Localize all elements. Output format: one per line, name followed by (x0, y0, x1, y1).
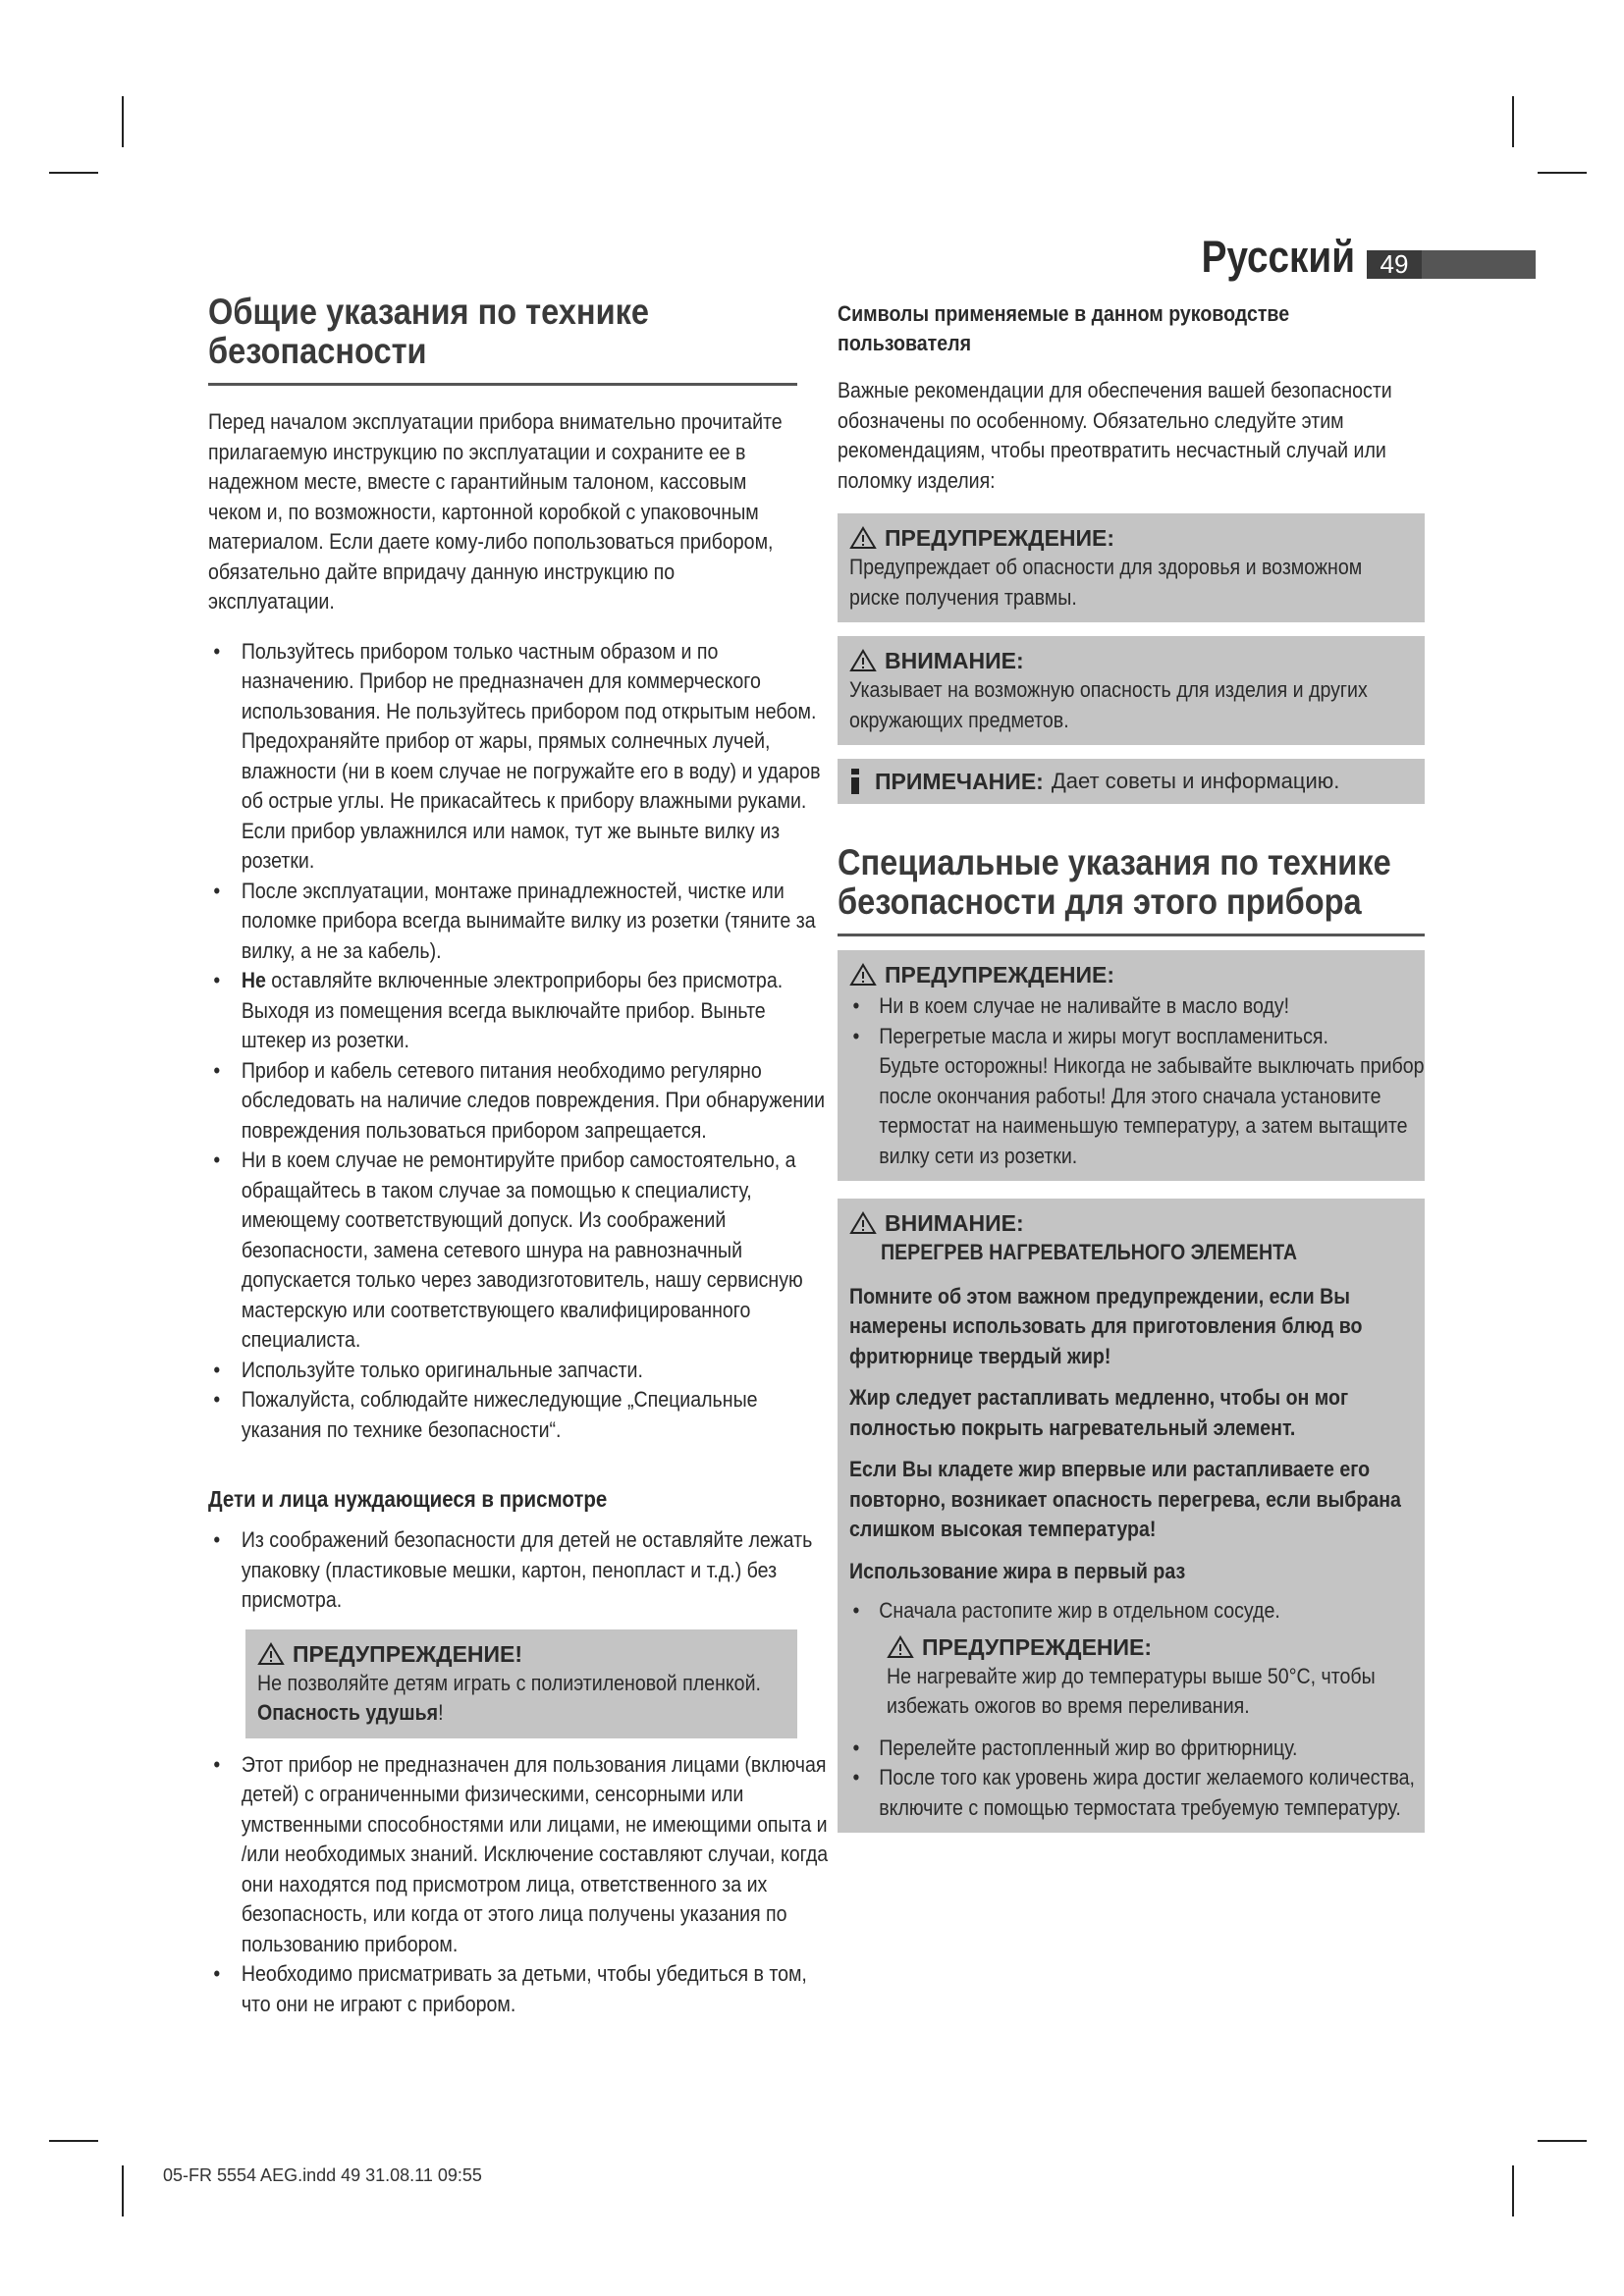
box-label: ПРЕДУПРЕЖДЕНИЕ: (922, 1633, 1153, 1660)
list-item: • Ни в коем случае не ремонтируйте прибор самостоятельно, а обращайтесь в таком случае за помощью к специалисту, имеющему соответствующий допуск. Из соображений безопасности, замена сетевого шнура на равнозначный допускается только через заводизготовитель, нашу сервисную мастерскую или соответствующего квалифицированного специалиста. (208, 1146, 831, 1356)
list-item: • Необходимо присматривать за детьми, чтобы убедиться в том, что они не играют с прибором. (208, 1959, 831, 2019)
crop-mark (1512, 2165, 1514, 2216)
crop-mark (122, 2165, 124, 2216)
children-heading: Дети и лица нуждающиеся в присмотре (208, 1486, 608, 1512)
warning-triangle-icon (849, 649, 877, 672)
list-item: • Перелейте растопленный жир во фритюрницу. (849, 1734, 1442, 1764)
box-title (849, 646, 1413, 675)
note-text: Дает советы и информацию. (1051, 769, 1340, 793)
box-list (849, 1734, 1413, 1824)
symbols-heading: Символы применяемые в данном руководстве пользователя (838, 301, 1290, 355)
box-paragraph: Помните об этом важном предупреждении, если Вы намерены использовать для приготовления блюд во фритюрнице твердый жир! (849, 1283, 1363, 1368)
list-item: • После того как уровень жира достиг желаемого количества, включите с помощью термостата требуемую температуру. (849, 1763, 1442, 1823)
box-heading: Использование жира в первый раз (849, 1558, 1186, 1583)
note-label: ПРИМЕЧАНИЕ: (875, 769, 1044, 794)
safety-title: Общие указания по технике безопасности (208, 292, 650, 371)
crop-mark (1538, 2140, 1587, 2142)
warning-box (245, 1629, 797, 1738)
box-title (887, 1632, 1413, 1662)
box-title (849, 1208, 1413, 1238)
info-icon (849, 769, 861, 794)
overheat-box (838, 1199, 1425, 1833)
box-text: Предупреждает об опасности для здоровья и возможном риске получения травмы. (849, 555, 1363, 610)
page-number: 49 (1367, 250, 1422, 279)
crop-mark (49, 2140, 98, 2142)
symbols-intro: Важные рекомендации для обеспечения вашей безопасности обозначены по особенному. Обязательно следуйте этим рекомендациям, чтобы преотвратить несчастный случай или поломку изделия: (838, 378, 1392, 493)
right-column (838, 299, 1425, 1833)
warning-title (257, 1639, 785, 1669)
list-item: • Перегретые масла и жиры могут воспламениться. Будьте осторожны! Никогда не забывайте выключать прибор после окончания работы! Для этого сначала установите термостат на наименьшую температуру, а затем вытащите вилку сети из розетки. (849, 1022, 1442, 1172)
safety-list (208, 637, 826, 1446)
crop-mark (1512, 96, 1514, 147)
intro-paragraph: Перед началом эксплуатации прибора внимательно прочитайте прилагаемую инструкцию по эксплуатации и сохраните ее в надежном месте, вместе с гарантийным талоном, кассовым чеком и, по возможности, картонной коробкой с упаковочным материалом. Если даете кому-либо попользоваться прибором, обязательно дайте впридачу данную инструкцию по эксплуатации. (208, 409, 783, 614)
special-title: Специальные указания по технике безопасности для этого прибора (838, 842, 1391, 922)
title-rule (208, 383, 797, 386)
box-title (849, 523, 1413, 553)
crop-mark (122, 96, 124, 147)
bold-text: Не (241, 968, 266, 992)
warning-triangle-icon (849, 1211, 877, 1235)
list-item: • Прибор и кабель сетевого питания необходимо регулярно обследовать на наличие следов повреждения. При обнаружении повреждения пользоваться прибором запрещается. (208, 1056, 831, 1147)
warning-triangle-icon (849, 963, 877, 987)
crop-mark (1538, 172, 1587, 174)
list-item: • Используйте только оригинальные запчасти. (208, 1356, 831, 1386)
inner-warning (849, 1632, 1413, 1722)
box-label: ВНИМАНИЕ: (885, 648, 1024, 673)
box-list (849, 1596, 1413, 1627)
crop-mark (49, 172, 98, 174)
box-list (849, 991, 1425, 1171)
warning-label: ПРЕДУПРЕЖДЕНИЕ! (293, 1640, 523, 1667)
warning-triangle-icon (257, 1642, 285, 1666)
title-rule (838, 934, 1425, 936)
warning-box (838, 513, 1425, 622)
item-text: оставляйте включенные электроприборы без присмотра. Выходя из помещения всегда выключайте прибор. Выньте штекер из розетки. (241, 968, 784, 1052)
list-item: • Пользуйтесь прибором только частным образом и по назначению. Прибор не предназначен для коммерческого использования. Не пользуйтесь прибором под открытым небом. Предохраняйте прибор от жары, прямых солнечных лучей, влажности (ни в коем случае не погружайте его в воду) и ударов об острые углы. Не прикасайтесь к прибору влажными руками. Если прибор увлажнился или намок, тут же выньте вилку из розетки. (208, 637, 831, 877)
left-column (208, 292, 829, 2019)
box-title (849, 960, 1413, 989)
children-list-2 (208, 1750, 829, 2020)
box-label: ПРЕДУПРЕЖДЕНИЕ: (885, 962, 1115, 988)
footer-slug: 05-FR 5554 AEG.indd 49 31.08.11 09:55 (163, 2165, 482, 2185)
warning-box (838, 950, 1425, 1181)
box-text: Не нагревайте жир до температуры выше 50°C, чтобы избежать ожогов во время переливания. (887, 1663, 1376, 1718)
list-item: • Этот прибор не предназначен для пользования лицами (включая детей) с ограниченными физическими, сенсорными или умственными способностями или лицами, не имеющими опыта и /или необходимых знаний. Исключение составляют случаи, когда они находятся под присмотром лица, ответственного за их безопасность, или когда от этого лица получены указания по пользованию прибором. (208, 1750, 831, 1960)
warning-triangle-icon (849, 526, 877, 550)
list-item: • Сначала растопите жир в отдельном сосуде. (849, 1596, 1442, 1627)
header-bar (1422, 250, 1536, 279)
note-box (838, 759, 1425, 804)
box-text: Указывает на возможную опасность для изделия и других окружающих предметов. (849, 677, 1368, 732)
warning-triangle-icon (887, 1635, 914, 1659)
caution-box (838, 636, 1425, 745)
warning-text: Не позволяйте детям играть с полиэтиленовой пленкой. Опасность удушья! (257, 1670, 761, 1725)
list-item: • Ни в коем случае не наливайте в масло воду! (849, 991, 1442, 1022)
list-item: • После эксплуатации, монтаже принадлежностей, чистке или поломке прибора всегда вынимайте вилку из розетки (тяните за вилку, а не за кабель). (208, 877, 831, 967)
box-paragraph: Если Вы кладете жир впервые или растапливаете его повторно, возникает опасность перегрева, если выбрана слишком высокая температура! (849, 1457, 1401, 1541)
note-line (849, 767, 1413, 796)
list-item: • Из соображений безопасности для детей не оставляйте лежать упаковку (пластиковые мешки, картон, пенопласт и т.д.) без присмотра. (208, 1525, 831, 1616)
list-item: • Пожалуйста, соблюдайте нижеследующие „Специальные указания по технике безопасности“. (208, 1385, 831, 1445)
box-label: ПРЕДУПРЕЖДЕНИЕ: (885, 525, 1115, 551)
children-list (208, 1525, 813, 1616)
box-label: ВНИМАНИЕ: (885, 1210, 1024, 1236)
box-subtitle: ПЕРЕГРЕВ НАГРЕВАТЕЛЬНОГО ЭЛЕМЕНТА (881, 1240, 1297, 1264)
box-paragraph: Жир следует растапливать медленно, чтобы он мог полностью покрыть нагревательный элемент. (849, 1385, 1349, 1440)
list-item (208, 966, 831, 1056)
language-header: Русский (1201, 232, 1355, 282)
